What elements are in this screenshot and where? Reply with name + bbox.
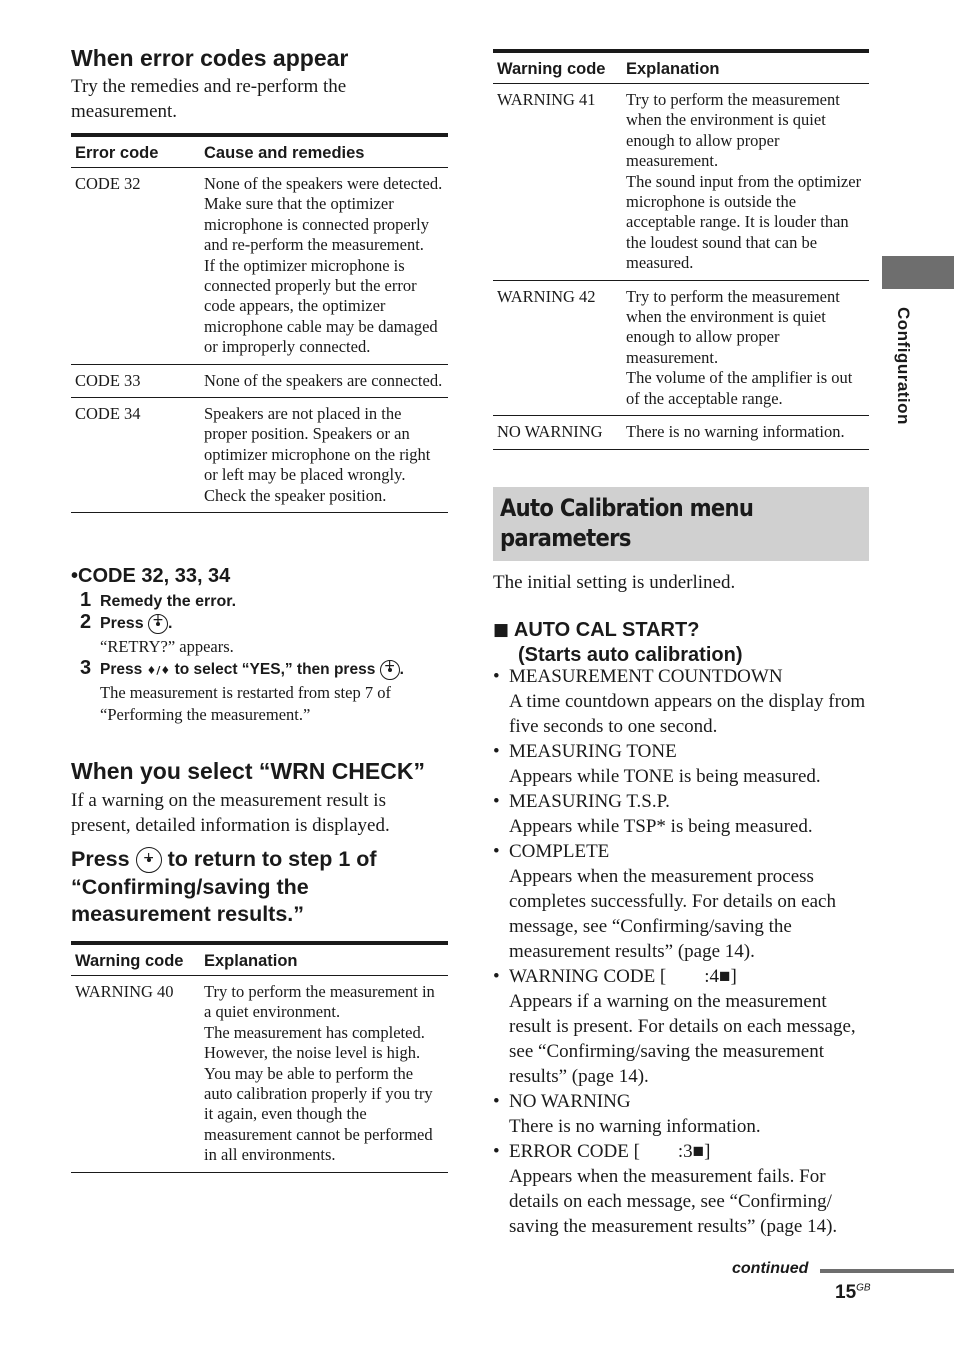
table-header-row <box>71 943 448 976</box>
table-row <box>71 398 448 513</box>
warning-code-cell: WARNING 42 <box>493 280 622 415</box>
remedy-cell: None of the speakers are connected. <box>200 364 448 397</box>
press-text-2: to return to step 1 of “Confirming/saving the measurement results.” <box>71 847 377 926</box>
wrn-check-intro: If a warning on the measurement result is present, detailed information is displayed. <box>71 790 390 836</box>
list-item: • MEASUREMENT COUNTDOWN A time countdown appears on the display from five seconds to one second. <box>493 664 869 739</box>
warning-code-cell: NO WARNING <box>493 416 622 449</box>
explanation-cell <box>622 84 869 281</box>
list-item: • COMPLETE Appears when the measurement process completes successfully. For details on each message, see “Confirming/saving the measurement results” (page 14). <box>493 839 869 964</box>
table-row <box>493 280 869 415</box>
warning-table-left <box>71 941 448 1173</box>
step-3-note: The measurement is restarted from step 7 of “Performing the measurement.” <box>100 683 391 724</box>
table-header-row <box>493 51 869 84</box>
message-desc: Appears while TONE is being measured. <box>509 766 821 787</box>
column-header: Error code <box>71 135 200 168</box>
message-title: ERROR CODE [ :3■] <box>509 1141 711 1162</box>
auto-calibration-banner <box>493 487 869 561</box>
section-tab-marker <box>882 256 954 289</box>
auto-calibration-heading: Auto Calibration menu parameters <box>500 494 754 552</box>
explanation-text: Try to perform the measurement when the environment is quiet enough to allow proper measurement. <box>626 90 840 171</box>
press-text: Press <box>71 847 130 871</box>
message-title: COMPLETE <box>509 841 610 862</box>
explanation-text-2: The measurement has completed. However, the noise level is high. You may be able to perform the auto calibration properly if you try it again, even though the measurement cannot be performed in all environments. <box>204 1022 433 1165</box>
list-item: • ERROR CODE [ :3■] Appears when the measurement fails. For details on each message, see “Confirming/ saving the measurement results” (page 14). <box>493 1139 869 1239</box>
explanation-text: Try to perform the measurement in a quiet environment. <box>204 982 435 1022</box>
message-title: MEASURING T.S.P. <box>509 791 670 812</box>
remedy-cell <box>200 168 448 365</box>
enter-button-icon <box>136 847 162 873</box>
message-desc: Appears if a warning on the measurement result is present. For details on each message, see “Confirming/saving the measurement results” (page 14). <box>509 991 856 1087</box>
explanation-cell: There is no warning information. <box>622 416 869 449</box>
column-header: Explanation <box>200 943 448 976</box>
remedy-cell: Speakers are not placed in the proper position. Speakers or an optimizer microphone on the right or left may be placed wrongly. Check the speaker position. <box>200 398 448 513</box>
message-desc: Appears when the measurement process completes successfully. For details on each message, see “Confirming/saving the measurement results” (page 14). <box>509 866 836 962</box>
message-title: WARNING CODE [ :4■] <box>509 966 737 987</box>
press-return-heading <box>71 846 448 929</box>
section-tab-label: Configuration <box>894 307 913 425</box>
step-text: Remedy the error. <box>100 593 237 610</box>
step-3: 3 Press ♦/♦ to select “YES,” then press + . <box>80 657 404 680</box>
step-number: 1 <box>80 589 92 611</box>
auto-cal-start-heading <box>493 618 742 668</box>
continued-rule <box>820 1269 954 1273</box>
warning-code-cell: WARNING 41 <box>493 84 622 281</box>
error-codes-intro: Try the remedies and re-perform the measurement. <box>71 76 347 122</box>
step-2-note: “RETRY?” appears. <box>100 637 234 656</box>
table-row <box>493 416 869 449</box>
remedy-text: None of the speakers were detected. Make sure that the optimizer microphone is connected properly and re-perform the measurement. <box>204 174 443 255</box>
explanation-text-2: The sound input from the optimizer microphone is outside the acceptable range. It is louder than the loudest sound that can be measured. <box>626 171 862 273</box>
list-item: • WARNING CODE [ :4■] Appears if a warning on the measurement result is present. For details on each message, see “Confirming/saving the measurement results” (page 14). <box>493 964 869 1089</box>
auto-cal-start-sub: (Starts auto calibration) <box>518 644 743 666</box>
warning-table-right <box>493 49 869 450</box>
auto-cal-start-title: AUTO CAL START? <box>513 619 700 641</box>
step-number: 3 <box>80 657 92 679</box>
explanation-cell <box>622 280 869 415</box>
message-desc: There is no warning information. <box>509 1116 761 1137</box>
enter-button-icon <box>380 660 400 680</box>
explanation-text-2: The volume of the amplifier is out of the acceptable range. <box>626 368 853 408</box>
table-row <box>493 84 869 281</box>
message-desc: Appears when the measurement fails. For details on each message, see “Confirming/ saving the measurement results” (page 14). <box>509 1166 838 1237</box>
warning-code-cell: WARNING 40 <box>71 976 200 1173</box>
error-code-cell: CODE 32 <box>71 168 200 365</box>
explanation-text: Try to perform the measurement when the environment is quiet enough to allow proper measurement. <box>626 286 840 367</box>
step-text: Press <box>100 661 143 678</box>
step-text: to select “YES,” then press <box>174 661 376 678</box>
list-item: • MEASURING TONE Appears while TONE is being measured. <box>493 739 869 789</box>
enter-button-icon <box>148 614 168 634</box>
column-header: Warning code <box>493 51 622 84</box>
table-row <box>71 364 448 397</box>
auto-cal-message-list <box>493 664 869 1239</box>
error-codes-heading: When error codes appear <box>71 45 349 71</box>
error-code-cell: CODE 33 <box>71 364 200 397</box>
table-row <box>71 976 448 1173</box>
list-item: • NO WARNING There is no warning information. <box>493 1089 869 1139</box>
message-desc: Appears while TSP* is being measured. <box>509 816 813 837</box>
code-subheading: •CODE 32, 33, 34 <box>71 565 231 587</box>
message-desc: A time countdown appears on the display from five seconds to one second. <box>509 691 866 737</box>
message-title: NO WARNING <box>509 1091 631 1112</box>
message-title: MEASUREMENT COUNTDOWN <box>509 666 783 687</box>
square-bullet-icon: ■ <box>493 620 510 640</box>
up-down-arrow-icon: ♦/♦ <box>146 664 171 677</box>
error-code-cell: CODE 34 <box>71 398 200 513</box>
page-number-value: 15 <box>835 1282 857 1303</box>
continued-label: continued <box>732 1260 809 1277</box>
page-number <box>835 1282 871 1304</box>
wrn-check-heading: When you select “WRN CHECK” <box>71 758 425 784</box>
remedy-text-2: If the optimizer microphone is connected properly but the error code appears, the optimizer microphone cable may be damaged or improperly connected. <box>204 255 438 357</box>
error-code-table <box>71 133 448 513</box>
step-1 <box>80 589 236 612</box>
step-number: 2 <box>80 611 92 633</box>
column-header: Warning code <box>71 943 200 976</box>
page-number-suffix: GB <box>856 1282 871 1294</box>
column-header: Explanation <box>622 51 869 84</box>
column-header: Cause and remedies <box>200 135 448 168</box>
list-item: • MEASURING T.S.P. Appears while TSP* is being measured. <box>493 789 869 839</box>
step-2: 2 Press + . <box>80 611 173 634</box>
explanation-cell <box>200 976 448 1173</box>
message-title: MEASURING TONE <box>509 741 677 762</box>
initial-setting-note: The initial setting is underlined. <box>493 572 736 593</box>
table-row <box>71 168 448 365</box>
step-text: Press <box>100 615 144 632</box>
table-header-row <box>71 135 448 168</box>
